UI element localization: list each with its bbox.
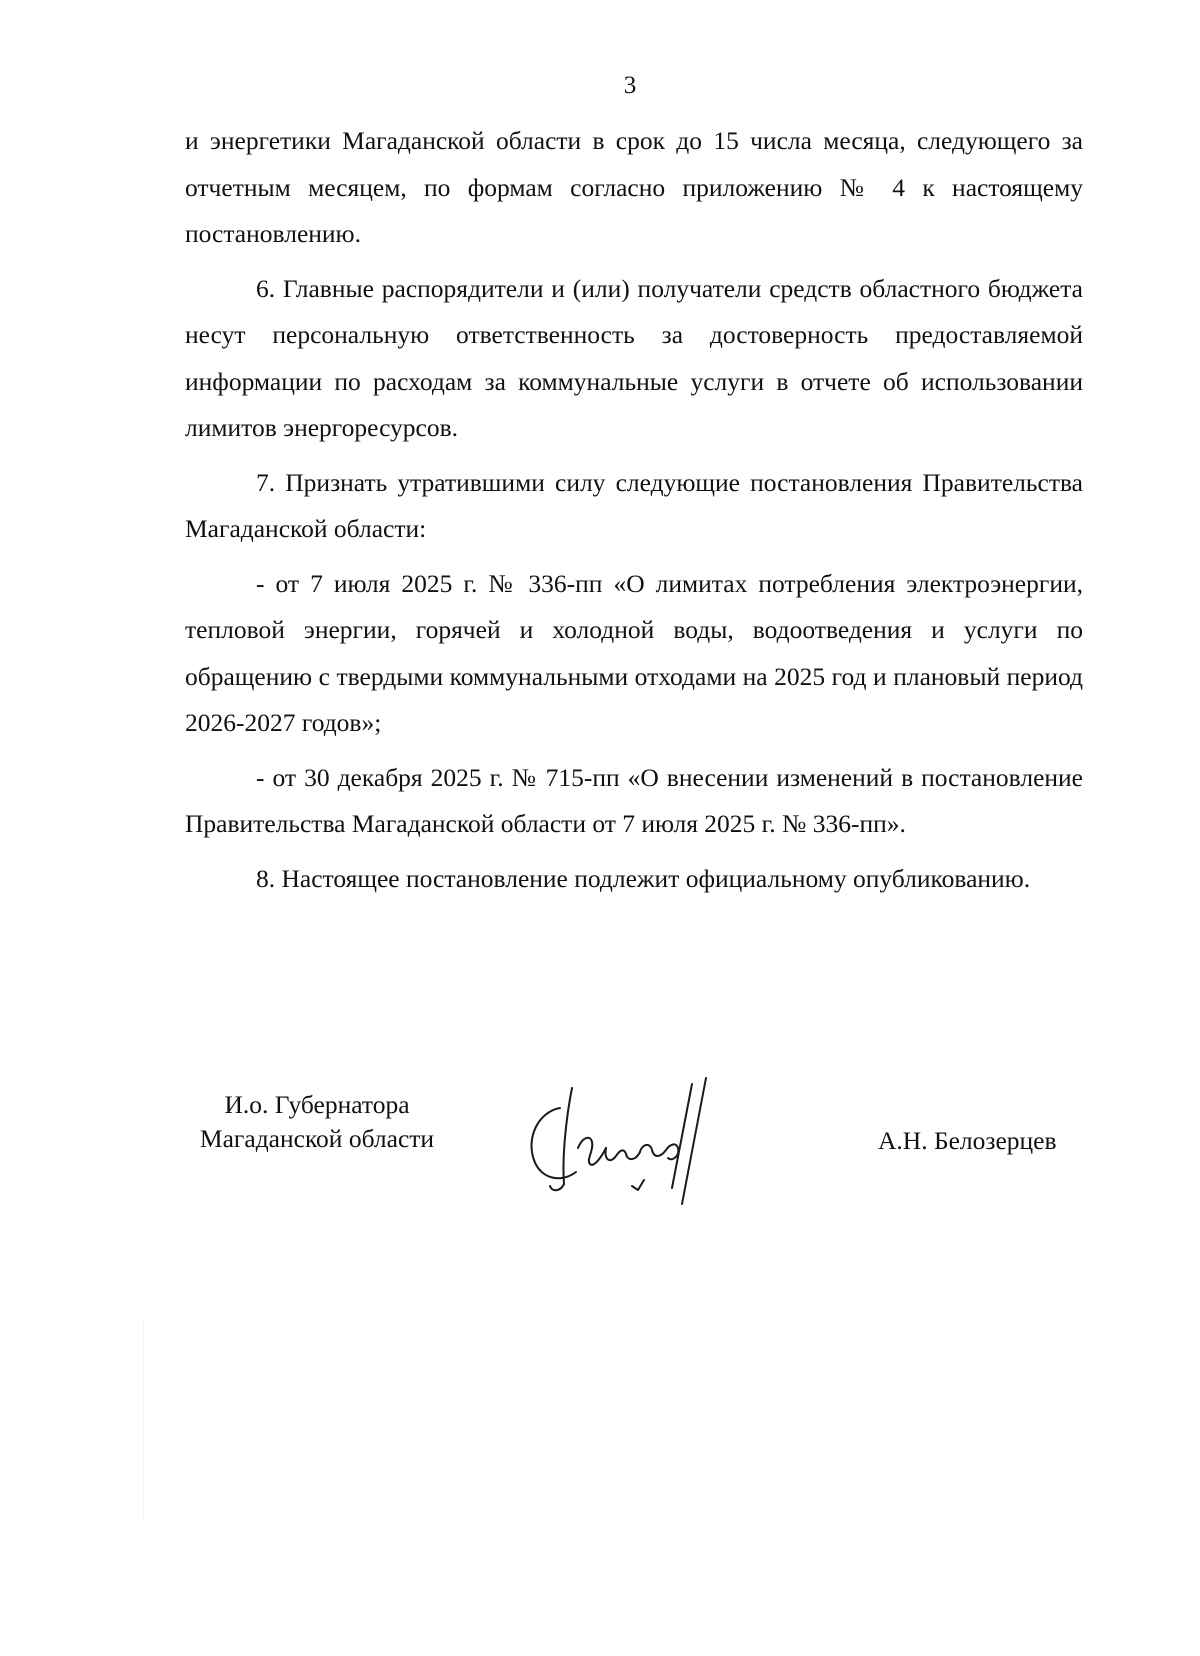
- page-number: 3: [623, 72, 637, 99]
- signatory-title: [186, 1088, 448, 1156]
- signatory-title-line-2: Магаданской области: [199, 1124, 435, 1153]
- paragraph-7-item-2: - от 30 декабря 2025 г. № 715-пп «О внесении изменений в постановление Правительства Магаданской области от 7 июля 2025 г. № 336-пп».: [185, 762, 1083, 838]
- paragraph-continuation: и энергетики Магаданской области в срок до 15 числа месяца, следующего за отчетным месяцем, по формам согласно приложению № 4 к настоящему постановлению.: [185, 126, 1083, 248]
- scan-artifact: [143, 1318, 144, 1518]
- paragraph-8: 8. Настоящее постановление подлежит официальному опубликованию.: [256, 863, 1031, 893]
- signatory-name: А.Н. Белозерцев: [878, 1126, 1057, 1155]
- document-body: [185, 118, 1083, 902]
- signatory-title-line-1: И.о. Губернатора: [224, 1090, 410, 1119]
- paragraph-7: 7. Признать утратившими силу следующие постановления Правительства Магаданской области:: [185, 467, 1083, 543]
- handwritten-signature: [520, 1068, 750, 1218]
- paragraph-7-item-1: - от 7 июля 2025 г. № 336-пп «О лимитах потребления электроэнергии, тепловой энергии, горячей и холодной воды, водоотведения и услуги по обращению с твердыми коммунальными отходами на 2025 год и плановый период 2026-2027 годов»;: [185, 568, 1083, 737]
- paragraph-6: 6. Главные распорядители и (или) получатели средств областного бюджета несут персональную ответственность за достоверность предоставляемой информации по расходам за коммунальные услуги в отчете об использовании лимитов энергоресурсов.: [185, 273, 1083, 442]
- signature-block: [0, 1088, 1200, 1218]
